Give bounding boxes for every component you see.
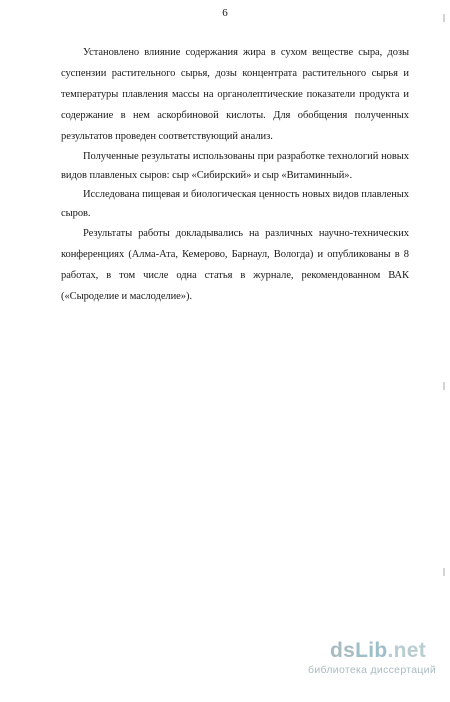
scan-edge-mark (443, 14, 445, 22)
scan-edge-mark (443, 568, 445, 576)
document-body (61, 42, 409, 307)
logo-part-lib: Lib (355, 639, 388, 662)
paragraph-nutrition: Исследована пищевая и биологическая ценность новых видов плавленых сыров. (61, 189, 409, 219)
scan-edge-mark (443, 382, 445, 390)
paragraph-findings: Установлено влияние содержания жира в сухом веществе сыра, дозы суспензии растительного сырья, дозы концентрата растительного сырья и температуры плавления массы на органолептические показатели продукта и содержание в нем аскорбиновой кислоты. Для обобщения полученных результатов проведен соответствующий анализ. (61, 47, 409, 142)
page-number: 6 (222, 7, 228, 19)
logo-part-ds: ds (329, 639, 356, 662)
paragraph-applications: Полученные результаты использованы при разработке технологий новых видов плавленых сыров: сыр «Сибирский» и сыр «Витаминный». (61, 151, 409, 181)
dslib-watermark (286, 640, 436, 680)
watermark-subtitle: библиотека диссертаций (308, 664, 436, 676)
paragraph-publications: Результаты работы докладывались на различных научно-технических конференциях (Алма-Ата, Кемерово, Барнаул, Вологда) и опубликованы в 8 работах, в том числе одна статья в журнале, рекомендованном ВАК («Сыроделие и маслоделие»). (61, 228, 409, 302)
logo-part-net: .net (387, 639, 426, 662)
dslib-logo (330, 640, 426, 662)
